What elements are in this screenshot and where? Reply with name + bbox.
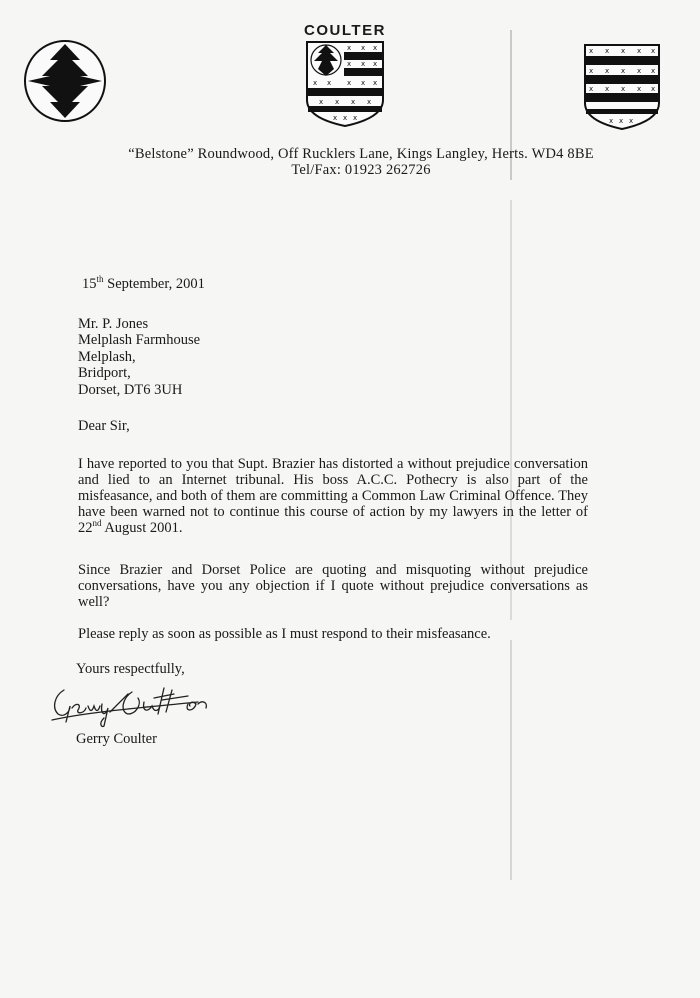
svg-text:x: x [651, 47, 656, 55]
svg-text:x: x [347, 60, 352, 68]
right-crest-logo [583, 43, 661, 131]
recipient-line: Dorset, DT6 3UH [78, 381, 183, 398]
recipient-line: Melplash, [78, 348, 136, 365]
recipient-line: Melplash Farmhouse [78, 332, 201, 349]
svg-text:x: x [361, 44, 366, 52]
svg-text:x: x [629, 117, 634, 125]
fold-line-lower [510, 640, 512, 880]
handwritten-signature [48, 682, 218, 728]
svg-text:x: x [347, 79, 352, 87]
svg-text:x: x [319, 98, 324, 106]
center-crest-logo [305, 40, 385, 128]
svg-text:x: x [605, 67, 610, 75]
svg-text:x: x [589, 85, 594, 93]
svg-text:x: x [651, 85, 656, 93]
fold-line-middle [510, 200, 512, 620]
svg-text:x: x [361, 79, 366, 87]
recipient-line: Bridport, [78, 365, 131, 382]
svg-text:x: x [373, 79, 378, 87]
svg-text:x: x [651, 67, 656, 75]
svg-text:x: x [343, 114, 348, 122]
svg-text:x: x [621, 67, 626, 75]
svg-text:x: x [609, 117, 614, 125]
svg-text:x: x [605, 47, 610, 55]
letterhead-telfax: Tel/Fax: 01923 262726 [291, 162, 431, 178]
svg-text:x: x [589, 47, 594, 55]
svg-text:x: x [637, 67, 642, 75]
svg-text:x: x [327, 79, 332, 87]
svg-text:x: x [347, 44, 352, 52]
left-emblem-logo [22, 38, 108, 124]
letterhead-address: “Belstone” Roundwood, Off Rucklers Lane, Kings Langley, Herts. WD4 8BE [128, 146, 594, 162]
svg-text:x: x [351, 98, 356, 106]
svg-text:x: x [333, 114, 338, 122]
body-paragraph-3: Please reply as soon as possible as I must respond to their misfeasance. [78, 626, 491, 642]
svg-text:x: x [621, 47, 626, 55]
svg-text:x: x [373, 60, 378, 68]
signatory-name: Gerry Coulter [76, 731, 157, 747]
svg-text:x: x [621, 85, 626, 93]
svg-text:x: x [589, 67, 594, 75]
salutation: Dear Sir, [78, 418, 130, 434]
closing: Yours respectfully, [76, 661, 185, 677]
recipient-name: Mr. P. Jones [78, 316, 149, 332]
brand-name: COULTER [304, 22, 386, 39]
recipient-address [78, 316, 200, 398]
svg-text:x: x [637, 85, 642, 93]
svg-text:x: x [335, 98, 340, 106]
svg-text:x: x [373, 44, 378, 52]
letter-date: 15th September, 2001 [82, 274, 205, 292]
svg-text:x: x [619, 117, 624, 125]
svg-text:x: x [637, 47, 642, 55]
svg-text:x: x [361, 60, 366, 68]
svg-text:x: x [367, 98, 372, 106]
svg-text:x: x [313, 79, 318, 87]
svg-text:x: x [353, 114, 358, 122]
svg-text:x: x [605, 85, 610, 93]
body-paragraph-2: Since Brazier and Dorset Police are quoting and misquoting without prejudice conversations, have you any objection if I quote without prejudice conversations as well? [78, 562, 588, 610]
body-paragraph-1: I have reported to you that Supt. Brazier has distorted a without prejudice conversation and lied to an Internet tribunal. His boss A.C.C. Pothecry is also part of the misfeasance, and both of them are committing a Common Law Criminal Offence. They have been warned not to continue this course of action by my lawyers in the letter of 22nd August 2001. [78, 456, 588, 536]
